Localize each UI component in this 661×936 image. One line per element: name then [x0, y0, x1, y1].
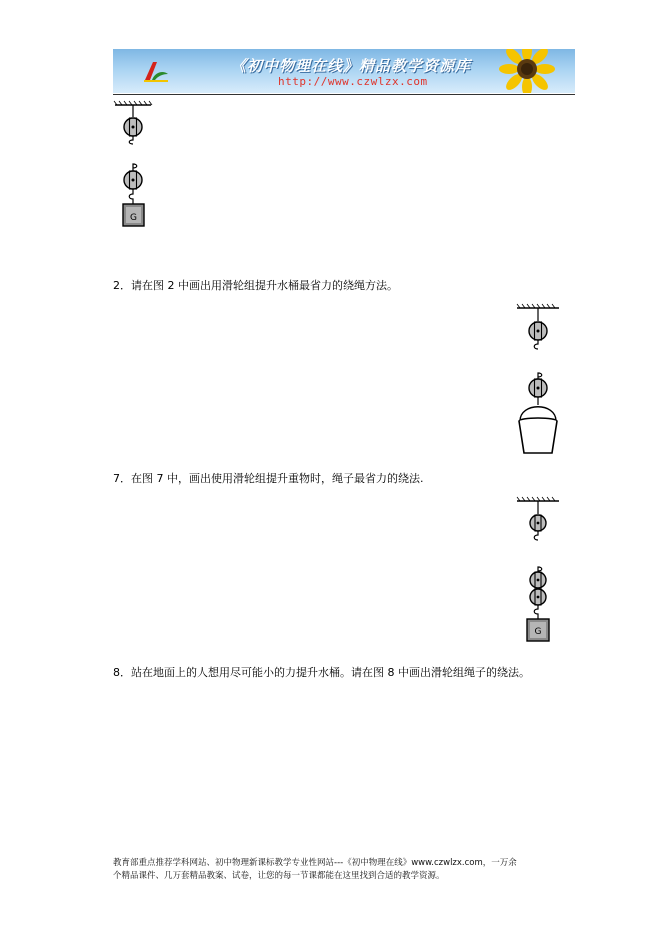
question-2: 2．请在图 2 中画出用滑轮组提升水桶最省力的绕绳方法。 — [113, 279, 398, 292]
site-logo-icon — [141, 58, 171, 84]
footer-line-1: 教育部重点推荐学科网站、初中物理新课标教学专业性网站---《初中物理在线》www.czwlzx.com，一万余 — [113, 858, 517, 868]
header-rule — [113, 94, 575, 95]
ceiling-icon — [114, 101, 152, 105]
sunflower-icon — [489, 49, 559, 93]
question-7: 7．在图 7 中，画出使用滑轮组提升重物时，绳子最省力的绕法. — [113, 472, 424, 485]
movable-pulley-icon — [529, 373, 547, 405]
banner-url: http://www.czwlzx.com — [278, 75, 428, 88]
ceiling-icon — [517, 497, 559, 501]
fixed-pulley-icon — [530, 501, 546, 540]
bucket-icon — [519, 407, 557, 453]
pulley-figure-7 — [514, 496, 566, 646]
fixed-pulley-icon — [529, 308, 547, 349]
header-banner — [113, 49, 575, 93]
pulley-figure-2 — [512, 304, 567, 460]
question-8: 8．站在地面上的人想用尽可能小的力提升水桶。请在图 8 中画出滑轮组绳子的绕法。 — [113, 666, 530, 679]
footer-line-2: 个精品课件、几万套精品教案、试卷，让您的每一节课都能在这里找到合适的教学资源。 — [113, 871, 445, 881]
fixed-pulley-icon — [124, 105, 142, 144]
weight-label: G — [130, 213, 137, 223]
movable-pulley-icon — [124, 164, 142, 204]
banner-title: 《初中物理在线》精品教学资源库 — [231, 57, 472, 75]
ceiling-icon — [517, 304, 559, 308]
pulley-figure-1 — [112, 100, 162, 235]
weight-label: G — [534, 627, 542, 637]
movable-pulley-icon — [530, 567, 546, 619]
